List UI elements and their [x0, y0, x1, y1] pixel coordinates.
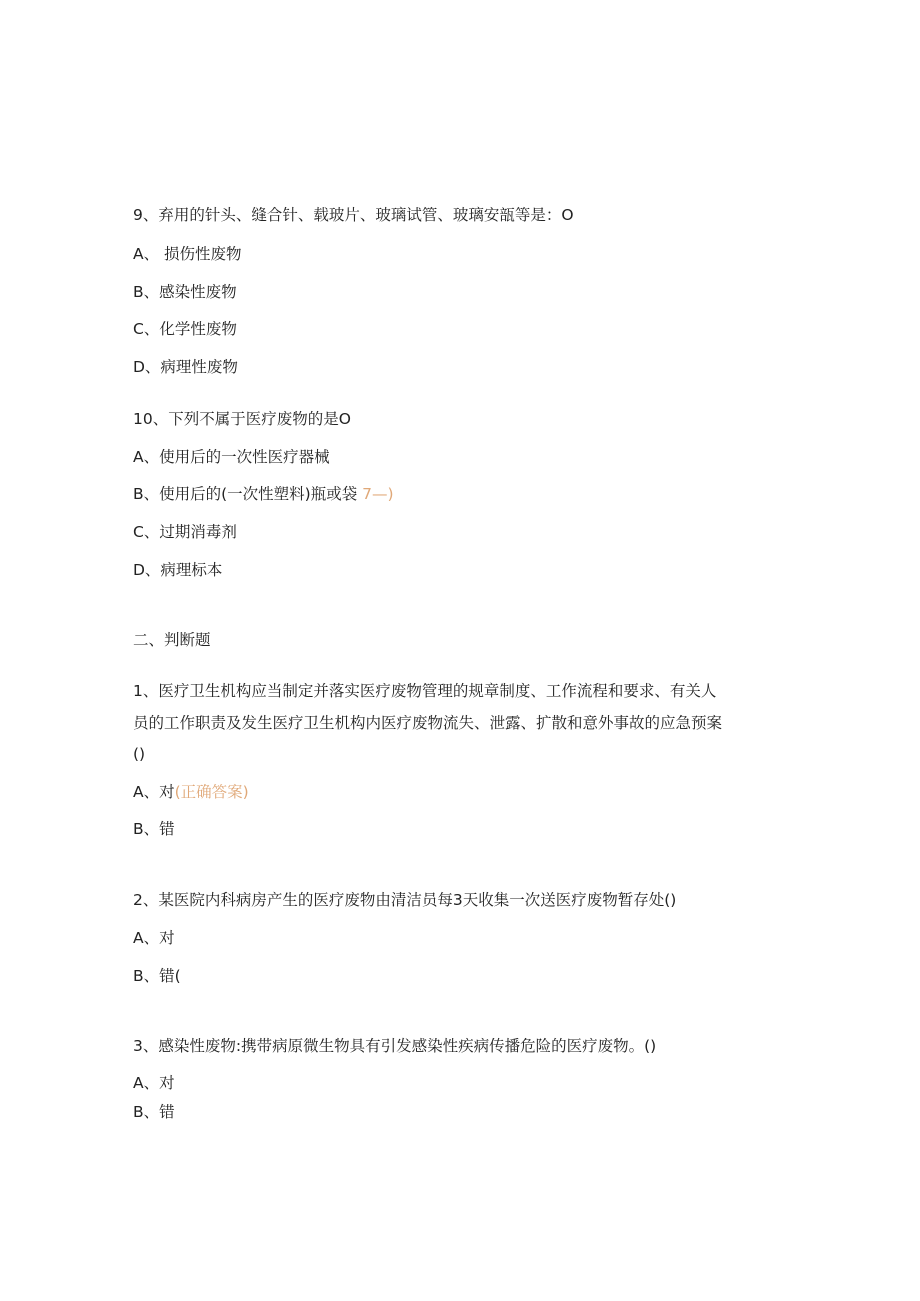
q10-stem: 10、下列不属于医疗废物的是O — [133, 410, 351, 428]
q10-option-b-mark: 7—) — [362, 485, 394, 503]
correct-answer-mark: (正确答案) — [174, 783, 249, 801]
j3-stem: 3、感染性废物:携带病原微生物具有引发感染性疾病传播危险的医疗废物。() — [133, 1037, 657, 1055]
q9-option-d: D、病理性废物 — [133, 358, 238, 376]
j1-option-a: A、对 — [133, 783, 175, 801]
j1-stem-line-2: 员的工作职责及发生医疗卫生机构内医疗废物流失、泄露、扩散和意外事故的应急预案 — [133, 714, 723, 732]
j3-option-a: A、对 — [133, 1074, 175, 1092]
j2-option-a: A、对 — [133, 929, 175, 947]
j1-stem-line-3: () — [133, 745, 146, 763]
q10-option-b-row — [133, 483, 394, 505]
j1-option-b: B、错 — [133, 820, 175, 838]
j1-option-a-row — [133, 781, 249, 803]
section-title: 二、判断题 — [133, 631, 211, 649]
j2-option-b: B、错( — [133, 967, 181, 985]
q10-option-c: C、过期消毒剂 — [133, 523, 237, 541]
q9-option-b: B、感染性废物 — [133, 283, 237, 301]
q10-option-b: B、使用后的(一次性塑料)瓶或袋 — [133, 485, 358, 503]
j1-stem-line-1: 1、医疗卫生机构应当制定并落实医疗废物管理的规章制度、工作流程和要求、有关人 — [133, 682, 717, 700]
q10-option-a: A、使用后的一次性医疗器械 — [133, 448, 330, 466]
q10-option-d: D、病理标本 — [133, 561, 223, 579]
q9-option-c: C、化学性废物 — [133, 320, 237, 338]
j2-stem: 2、某医院内科病房产生的医疗废物由清洁员每3天收集一次送医疗废物暂存处() — [133, 891, 677, 909]
j3-option-b: B、错 — [133, 1103, 175, 1121]
q9-stem: 9、弃用的针头、缝合针、载玻片、玻璃试管、玻璃安瓿等是：O — [133, 206, 574, 224]
q9-option-a: A、 损伤性废物 — [133, 245, 242, 263]
